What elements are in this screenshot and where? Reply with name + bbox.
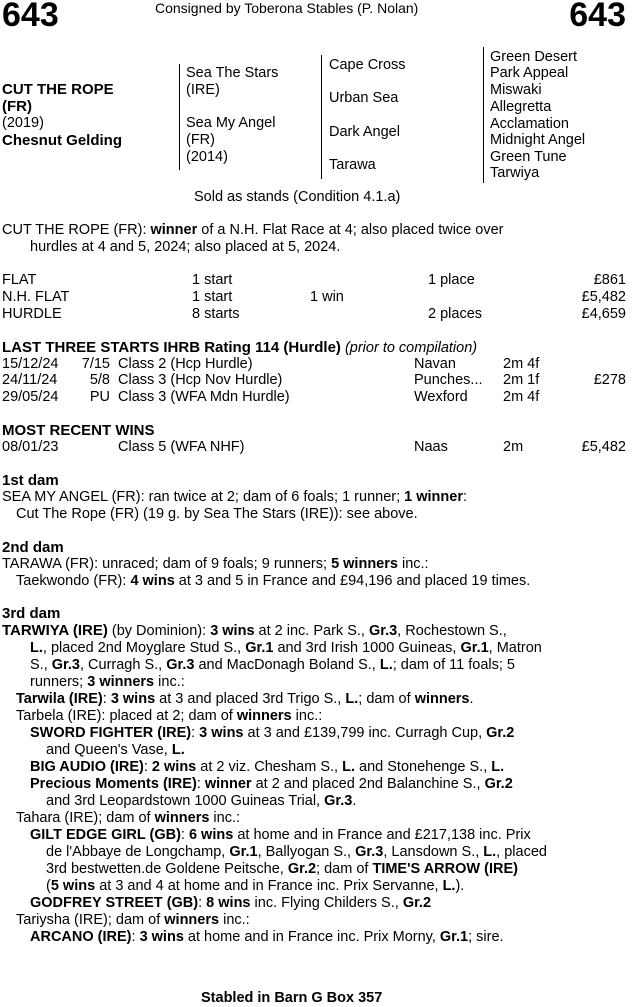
third-dam-text: TARWIYA (IRE) (by Dominion): 3 wins at 2 inc. Park S., Gr.3, Rochestown S., L., placed 2nd Moyglare Stud S., Gr.1 and 3rd Irish 1000 Guineas, Gr.1, Matron S., Gr.3, Curragh S., Gr.3 and MacDonagh Boland S., L.; dam of 11 foals; 5 runners; 3 winners inc.: Tarwila (IRE): 3 wins at 3 and placed 3rd Trigo S., L.; dam of winners. Tarbela (IRE): placed at 2; dam of winners inc.: SWORD FIGHTER (IRE): 3 wins at 3 and £139,799 inc. Curragh Cup, Gr.2 and Queen's Vase, L. BIG AUDIO (IRE): 2 wins at 2 viz. Chesham S., L. and Stonehenge S., L. Precious Moments (IRE): winner at 2 and placed 2nd Balanchine S., Gr.2 and 3rd Leopardstown 1000 Guineas Trial, Gr.3. Tahara (IRE); dam of winners inc.: GILT EDGE GIRL (GB): 6 wins at home and in France and £217,138 inc. Prix de l'Abbaye de Longchamp, Gr.1, Ballyogan S., Gr.3, Lansdown S., L., placed 3rd bestwetten.de Goldene Peitsche, Gr.2; dam of TIME'S ARROW (IRE) (5 wins at 3 and 4 at home and in France inc. Prix Servanne, L.). GODFREY STREET (GB): 8 wins inc. Flying Childers S., Gr.2 Tariysha (IRE); dam of winners inc.: ARCANO (IRE): 3 wins at home and in France inc. Prix Morny, Gr.1; sire. <box>2 622 547 945</box>
lot-number-left: 643 <box>2 0 59 34</box>
first-dam-text: SEA MY ANGEL (FR): ran twice at 2; dam of 6 foals; 1 runner; 1 winner: Cut The Rope (FR) (19 g. by Sea The Stars (IRE)): see above. <box>2 489 468 522</box>
third-dam-heading: 3rd dam <box>2 605 61 622</box>
horse-year: (2019) <box>2 115 44 131</box>
pedigree-divider-1 <box>179 64 180 170</box>
lot-number-right: 643 <box>569 0 626 34</box>
record-row: N.H. FLAT 1 start 1 win £5,482 <box>2 289 626 305</box>
first-dam-heading: 1st dam <box>2 472 59 489</box>
dam-suffix: (FR) <box>186 132 215 148</box>
horse-name: CUT THE ROPE <box>2 81 114 98</box>
start-row: 24/11/24 5/8 Class 3 (Hcp Nov Hurdle) Punches... 2m 1f £278 <box>2 372 626 388</box>
race-summary: CUT THE ROPE (FR): winner of a N.H. Flat Race at 4; also placed twice over hurdles at 4 and 5, 2024; also placed at 5, 2024. <box>2 222 504 255</box>
grandsire-2: Dark Angel <box>329 124 400 140</box>
start-row: 29/05/24 PU Class 3 (WFA Mdn Hurdle) Wexford 2m 4f <box>2 389 540 405</box>
horse-suffix: (FR) <box>2 98 32 115</box>
start-row: 15/12/24 7/15 Class 2 (Hcp Hurdle) Navan 2m 4f <box>2 356 540 372</box>
granddam-1: Urban Sea <box>329 90 399 106</box>
recent-wins-heading: MOST RECENT WINS <box>2 422 155 439</box>
record-row: FLAT 1 start 1 place £861 <box>2 272 626 288</box>
dam-year: (2014) <box>186 149 228 165</box>
recent-win-row: 08/01/23 Class 5 (WFA NHF) Naas 2m £5,482 <box>2 439 626 455</box>
second-dam-heading: 2nd dam <box>2 539 64 556</box>
second-dam-text: TARAWA (FR): unraced; dam of 9 foals; 9 runners; 5 winners inc.: Taekwondo (FR): 4 wins at 3 and 5 in France and £94,196 and placed 19 times. <box>2 556 531 589</box>
record-row: HURDLE 8 starts 2 places £4,659 <box>2 306 626 322</box>
ggen-2: Park Appeal <box>490 65 569 81</box>
grandsire-1: Cape Cross <box>329 57 406 73</box>
sire-suffix: (IRE) <box>186 82 220 98</box>
ggen-1: Green Desert <box>490 49 578 65</box>
ggen-3: Miswaki <box>490 82 542 98</box>
ggen-5: Acclamation <box>490 116 569 132</box>
last-three-heading: LAST THREE STARTS IHRB Rating 114 (Hurdle) (prior to compilation) <box>2 339 478 356</box>
sire-name: Sea The Stars <box>186 65 279 81</box>
granddam-2: Tarawa <box>329 157 376 173</box>
sold-note: Sold as stands (Condition 4.1.a) <box>194 189 401 205</box>
pedigree-divider-3 <box>483 47 484 183</box>
dam-name: Sea My Angel <box>186 115 276 131</box>
ggen-4: Allegretta <box>490 99 552 115</box>
consignor: Consigned by Toberona Stables (P. Nolan) <box>155 0 419 16</box>
ggen-7: Green Tune <box>490 149 567 165</box>
ggen-8: Tarwiya <box>490 165 540 181</box>
horse-description: Chesnut Gelding <box>2 132 122 149</box>
pedigree-divider-2 <box>321 55 322 179</box>
ggen-6: Midnight Angel <box>490 132 586 148</box>
stabling-footer: Stabled in Barn G Box 357 <box>201 990 383 1006</box>
